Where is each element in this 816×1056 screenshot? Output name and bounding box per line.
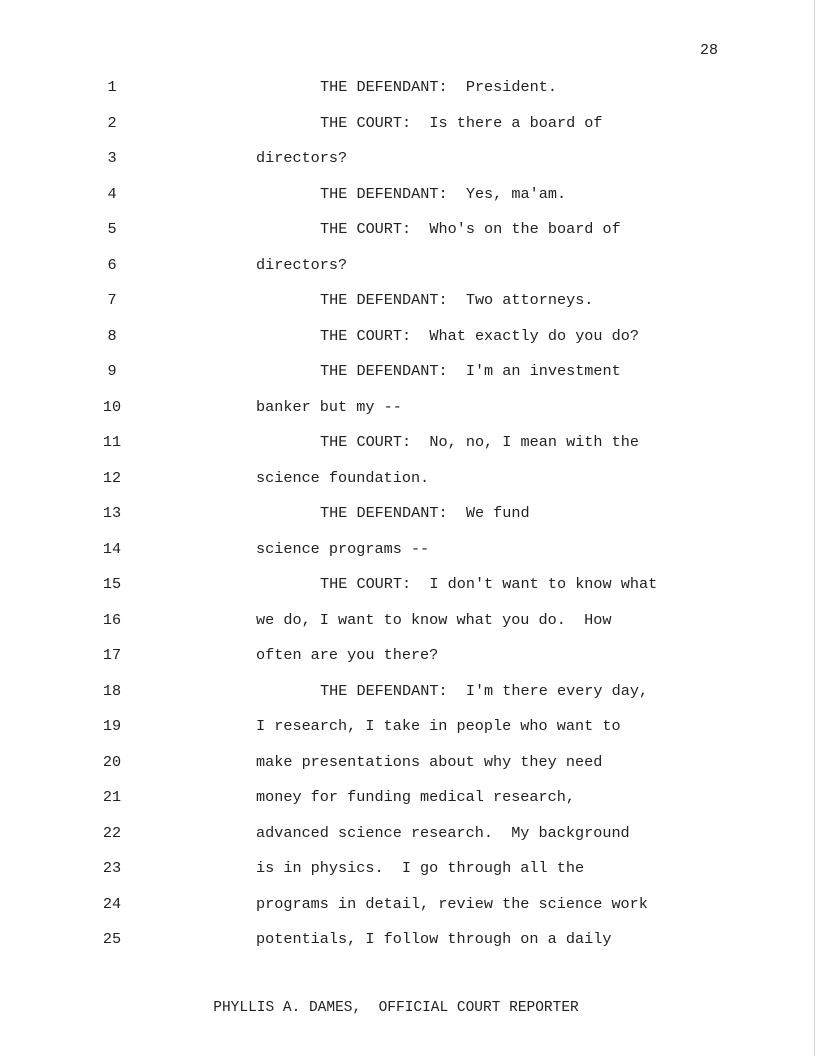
line-text: THE COURT: No, no, I mean with the — [320, 433, 639, 451]
line-number: 13 — [102, 504, 122, 522]
transcript-line — [0, 605, 816, 641]
line-number: 25 — [102, 930, 122, 948]
line-number: 5 — [107, 220, 117, 238]
line-number: 2 — [107, 113, 117, 132]
transcript-line — [0, 214, 816, 250]
line-text: THE DEFENDANT: I'm there every day, — [320, 681, 649, 700]
page-number: 28 — [700, 42, 719, 59]
line-text: directors? — [256, 149, 348, 167]
transcript-line — [0, 818, 816, 854]
line-number: 23 — [102, 859, 122, 877]
transcript-line — [0, 427, 816, 463]
transcript-line — [0, 72, 816, 108]
transcript-line — [0, 676, 816, 712]
line-number: 3 — [107, 149, 117, 167]
transcript-line — [0, 711, 816, 747]
transcript-line — [0, 108, 816, 144]
line-number: 19 — [102, 717, 122, 735]
line-number: 22 — [102, 823, 122, 842]
line-text: THE DEFENDANT: I'm an investment — [320, 362, 621, 380]
line-text: make presentations about why they need — [256, 752, 603, 771]
line-number: 20 — [102, 752, 122, 771]
transcript-line — [0, 782, 816, 818]
line-number: 16 — [102, 610, 122, 629]
transcript-line — [0, 285, 816, 321]
line-text: science foundation. — [256, 468, 430, 487]
line-number: 10 — [102, 397, 122, 416]
line-text: potentials, I follow through on a daily — [256, 930, 612, 948]
transcript-line — [0, 747, 816, 783]
line-number: 6 — [107, 255, 117, 274]
line-text: programs in detail, review the science work — [256, 894, 648, 913]
line-text: we do, I want to know what you do. How — [256, 610, 612, 629]
line-text: THE COURT: Is there a board of — [320, 113, 603, 132]
court-reporter-footer: PHYLLIS A. DAMES, OFFICIAL COURT REPORTER — [213, 1000, 579, 1016]
transcript-body — [0, 72, 816, 960]
line-text: advanced science research. My background — [256, 823, 630, 842]
line-number: 7 — [107, 291, 117, 309]
line-number: 1 — [107, 78, 117, 96]
line-text: is in physics. I go through all the — [256, 859, 585, 877]
line-number: 21 — [102, 788, 122, 806]
transcript-line — [0, 534, 816, 570]
line-number: 17 — [102, 646, 122, 664]
transcript-line — [0, 321, 816, 357]
transcript-line — [0, 463, 816, 499]
transcript-line — [0, 250, 816, 286]
transcript-line — [0, 569, 816, 605]
line-number: 24 — [102, 894, 122, 913]
line-text: directors? — [256, 255, 348, 274]
line-number: 9 — [107, 362, 117, 380]
transcript-line — [0, 143, 816, 179]
line-number: 15 — [102, 575, 122, 593]
line-text: THE COURT: What exactly do you do? — [320, 326, 639, 345]
line-text: often are you there? — [256, 646, 439, 664]
line-text: money for funding medical research, — [256, 788, 575, 806]
line-text: THE DEFENDANT: We fund — [320, 504, 530, 522]
line-number: 8 — [107, 326, 117, 345]
line-number: 11 — [102, 433, 122, 451]
transcript-line — [0, 179, 816, 215]
line-text: banker but my -- — [256, 397, 402, 416]
line-text: THE DEFENDANT: Two attorneys. — [320, 291, 594, 309]
transcript-line — [0, 853, 816, 889]
line-text: science programs -- — [256, 539, 430, 558]
line-text: I research, I take in people who want to — [256, 717, 621, 735]
line-text: THE COURT: I don't want to know what — [320, 575, 658, 593]
line-number: 12 — [102, 468, 122, 487]
transcript-line — [0, 640, 816, 676]
line-number: 4 — [107, 184, 117, 203]
line-number: 18 — [102, 681, 122, 700]
transcript-line — [0, 498, 816, 534]
transcript-line — [0, 889, 816, 925]
line-text: THE COURT: Who's on the board of — [320, 220, 621, 238]
transcript-line — [0, 924, 816, 960]
line-number: 14 — [102, 539, 122, 558]
line-text: THE DEFENDANT: Yes, ma'am. — [320, 184, 567, 203]
transcript-line — [0, 392, 816, 428]
transcript-line — [0, 356, 816, 392]
line-text: THE DEFENDANT: President. — [320, 78, 557, 96]
